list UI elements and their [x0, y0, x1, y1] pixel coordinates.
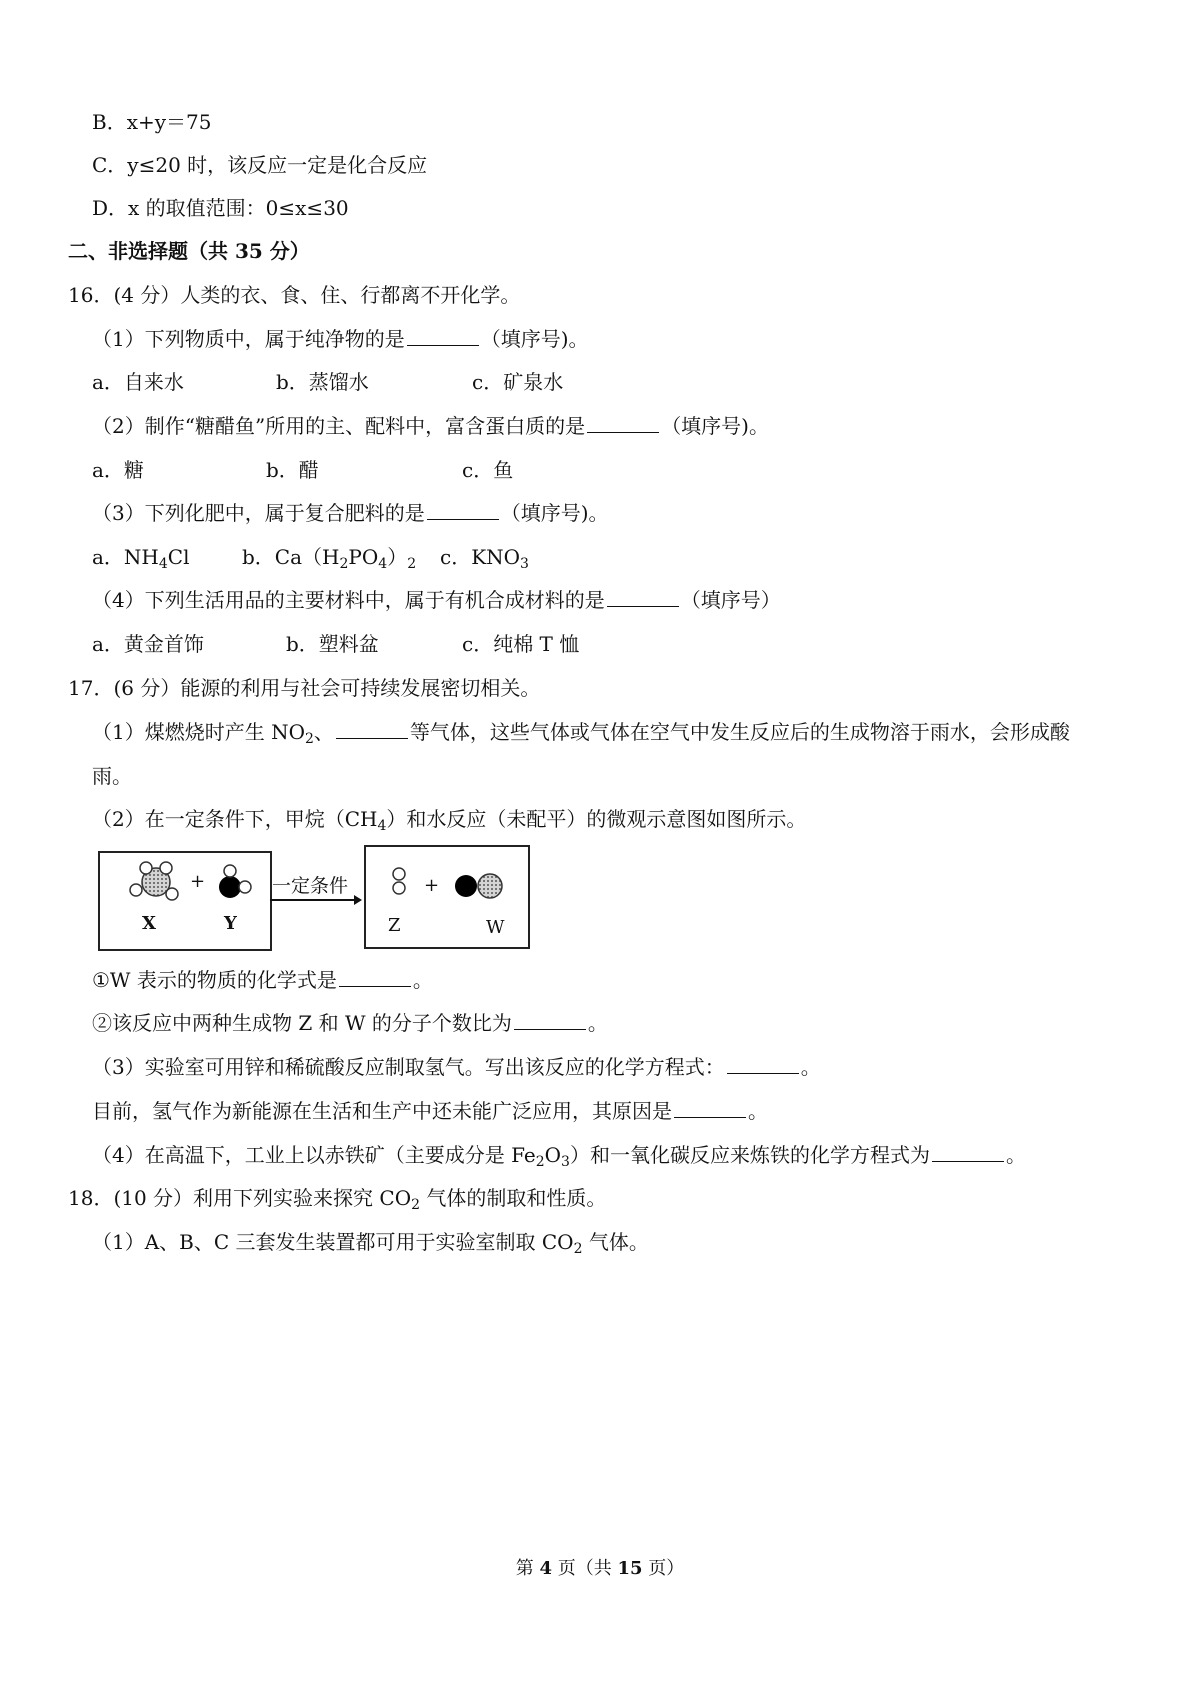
answer-blank: [932, 1141, 1004, 1162]
formula-part: b．Ca（H: [242, 545, 340, 569]
formula-subscript: 2: [573, 1241, 583, 1257]
q17-stem: 17．(6 分）能源的利用与社会可持续发展密切相关。: [68, 676, 541, 700]
q16-p2-option-a: a．糖: [92, 458, 144, 482]
q16-p3-option-c: [440, 543, 529, 578]
q16-p2-option-c: c．鱼: [462, 458, 514, 482]
formula-subscript: 2: [535, 1154, 545, 1170]
q16-p3-option-a: [92, 543, 190, 578]
q16-part4: [92, 586, 781, 614]
answer-blank: [514, 1009, 586, 1030]
formula-subscript: 2: [407, 556, 417, 572]
formula-part: PO: [348, 545, 379, 569]
total-pages: 15: [617, 1558, 643, 1579]
arrow-right-icon: [270, 895, 362, 905]
formula-subscript: 4: [378, 556, 388, 572]
q17-part1: [92, 718, 1070, 753]
q16-p3-option-b: [242, 543, 416, 578]
plus-sign: +: [190, 871, 206, 892]
condition-label: 一定条件: [272, 875, 349, 897]
q17-part4-tail: 。: [1005, 1143, 1026, 1167]
formula-part: ）: [387, 545, 408, 569]
q16-part1-text: （1）下列物质中，属于纯净物的是: [92, 327, 405, 351]
q17-part1-rest: 等气体，这些气体或气体在空气中发生反应后的生成物溶于雨水，会形成酸: [409, 720, 1070, 744]
q16-part3-tail: （填序号)。: [500, 501, 609, 525]
q16-part2: [92, 412, 769, 440]
formula-subscript: 4: [158, 556, 168, 572]
q17-part1-sep: 、: [313, 720, 334, 744]
q16-p2-option-b: b．醋: [266, 458, 319, 482]
q16-part1-tail: （填序号)。: [480, 327, 589, 351]
reactants-box: [98, 851, 272, 951]
formula-part: a．NH: [92, 545, 159, 569]
section-title: 二、非选择题（共 35 分）: [68, 239, 310, 263]
q17-part3-text: （3）实验室可用锌和稀硫酸反应制取氢气。写出该反应的化学方程式：: [92, 1055, 725, 1079]
formula-subscript: 3: [561, 1154, 570, 1170]
reactants-molecules: [100, 853, 270, 949]
answer-blank: [427, 499, 499, 520]
q17-sub1: [92, 966, 433, 994]
q18-stem-text: 18．(10 分）利用下列实验来探究 CO: [68, 1186, 412, 1210]
q18-part1-text: （1）A、B、C 三套发生装置都可用于实验室制取 CO: [92, 1230, 574, 1254]
q17-part3: [92, 1053, 821, 1081]
footer-text: 页）: [642, 1558, 685, 1579]
q17-sub2: [92, 1009, 608, 1037]
label-x: X: [142, 913, 156, 934]
q17-part4-text: （4）在高温下，工业上以赤铁矿（主要成分是 Fe: [92, 1143, 536, 1167]
label-w: W: [486, 917, 505, 938]
q17-part4-rest: ）和一氧化碳反应来炼铁的化学方程式为: [569, 1143, 930, 1167]
q18-stem-rest: 气体的制取和性质。: [420, 1186, 607, 1210]
q17-part3-cont: [92, 1097, 768, 1125]
q17-part4: [92, 1141, 1026, 1176]
carbon-monoxide-molecule-icon: [455, 874, 502, 898]
q17-part1-cont: 雨。: [92, 764, 132, 788]
q18-part1-rest: 气体。: [582, 1230, 649, 1254]
q17-part2: [92, 805, 806, 840]
formula-part: Cl: [167, 545, 190, 569]
methane-molecule-icon: [130, 862, 178, 900]
q17-sub2-tail: 。: [587, 1011, 608, 1035]
q15-option-c: C．y≤20 时，该反应一定是化合反应: [92, 153, 428, 177]
q16-p1-option-b: b．蒸馏水: [276, 370, 369, 394]
q16-p1-option-c: c．矿泉水: [472, 370, 564, 394]
q18-stem: [68, 1184, 606, 1219]
label-y: Y: [224, 913, 237, 934]
q16-part1: [92, 325, 589, 353]
q16-p4-option-c: c．纯棉 T 恤: [462, 632, 580, 656]
q17-sub1-tail: 。: [412, 968, 433, 992]
page-number: 4: [539, 1558, 552, 1579]
formula-subscript: 3: [520, 556, 529, 572]
label-z: Z: [388, 915, 401, 936]
products-box: [364, 845, 530, 949]
q16-p4-option-a: a．黄金首饰: [92, 632, 204, 656]
q16-p1-option-a: a．自来水: [92, 370, 184, 394]
answer-blank: [587, 412, 659, 433]
formula-subscript: 2: [339, 556, 349, 572]
q17-sub2-text: ②该反应中两种生成物 Z 和 W 的分子个数比为: [92, 1011, 512, 1035]
reaction-condition-arrow: [270, 871, 362, 901]
q15-option-b: B．x+y＝75: [92, 110, 212, 134]
q16-part3-text: （3）下列化肥中，属于复合肥料的是: [92, 501, 425, 525]
q18-part1: [92, 1228, 649, 1263]
q16-part3: [92, 499, 609, 527]
answer-blank: [674, 1097, 746, 1118]
formula-part: O: [544, 1143, 562, 1167]
q16-stem: 16．(4 分）人类的衣、食、住、行都离不开化学。: [68, 283, 521, 307]
q17-part3-cont-text: 目前，氢气作为新能源在生活和生产中还未能广泛应用，其原因是: [92, 1099, 672, 1123]
formula-subscript: 2: [411, 1197, 421, 1213]
q17-part3-tail: 。: [800, 1055, 821, 1079]
q16-part4-text: （4）下列生活用品的主要材料中，属于有机合成材料的是: [92, 588, 605, 612]
page-footer: [0, 1556, 1200, 1582]
q17-part3-cont-tail: 。: [748, 1099, 768, 1123]
answer-blank: [727, 1053, 799, 1074]
q16-p4-option-b: b．塑料盆: [286, 632, 379, 656]
answer-blank: [407, 325, 479, 346]
answer-blank: [339, 966, 411, 987]
formula-subscript: 4: [377, 818, 387, 834]
q17-part2-text: （2）在一定条件下，甲烷（CH: [92, 807, 378, 831]
q16-part4-tail: （填序号）: [680, 588, 781, 612]
q17-sub1-text: ①W 表示的物质的化学式是: [92, 968, 337, 992]
formula-subscript: 2: [304, 731, 314, 747]
answer-blank: [336, 718, 408, 739]
water-molecule-icon: [219, 865, 251, 898]
answer-blank: [607, 586, 679, 607]
hydrogen-molecule-icon: [393, 868, 405, 894]
footer-text: 页（共: [552, 1558, 618, 1579]
q16-part2-text: （2）制作“糖醋鱼”所用的主、配料中，富含蛋白质的是: [92, 414, 586, 438]
footer-text: 第: [515, 1558, 540, 1579]
formula-part: c．KNO: [440, 545, 521, 569]
q15-option-d: D．x 的取值范围：0≤x≤30: [92, 196, 349, 220]
q17-part1-text: （1）煤燃烧时产生 NO: [92, 720, 305, 744]
q17-part2-rest: ）和水反应（未配平）的微观示意图如图所示。: [386, 807, 807, 831]
plus-sign: +: [424, 875, 440, 896]
q16-part2-tail: （填序号)。: [661, 414, 769, 438]
